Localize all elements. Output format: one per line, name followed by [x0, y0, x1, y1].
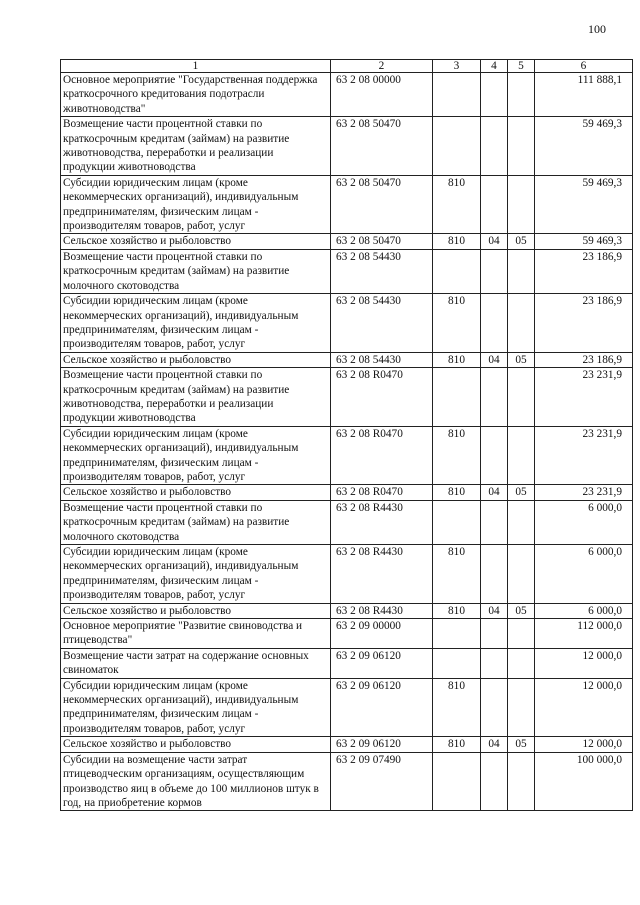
row-name-cell: Сельское хозяйство и рыболовство	[61, 485, 331, 500]
row-expense-type-cell	[433, 648, 481, 678]
row-name-cell: Субсидии юридическим лицам (кроме некоммерческих организаций), индивидуальным предпринимателям, физическим лицам - производителям товаров, работ, услуг	[61, 175, 331, 234]
row-amount-cell: 12 000,0	[535, 737, 633, 752]
row-amount-cell: 6 000,0	[535, 603, 633, 618]
row-code-cell: 63 2 08 R4430	[331, 603, 433, 618]
row-amount-cell: 6 000,0	[535, 545, 633, 604]
table-row	[61, 426, 633, 485]
row-section-cell: 04	[481, 737, 508, 752]
table-row	[61, 737, 633, 752]
row-amount-cell: 6 000,0	[535, 500, 633, 544]
row-amount-cell: 111 888,1	[535, 73, 633, 117]
row-subsection-cell	[508, 249, 535, 293]
row-expense-type-cell: 810	[433, 737, 481, 752]
row-expense-type-cell	[433, 500, 481, 544]
row-subsection-cell	[508, 619, 535, 649]
row-subsection-cell	[508, 648, 535, 678]
row-subsection-cell	[508, 678, 535, 737]
table-row	[61, 485, 633, 500]
table-row	[61, 368, 633, 427]
row-expense-type-cell: 810	[433, 426, 481, 485]
row-section-cell	[481, 619, 508, 649]
row-name-cell: Сельское хозяйство и рыболовство	[61, 234, 331, 249]
row-expense-type-cell: 810	[433, 294, 481, 353]
row-code-cell: 63 2 08 54430	[331, 294, 433, 353]
row-section-cell	[481, 249, 508, 293]
row-subsection-cell: 05	[508, 352, 535, 367]
table-row	[61, 294, 633, 353]
row-subsection-cell: 05	[508, 485, 535, 500]
table-row	[61, 619, 633, 649]
row-name-cell: Субсидии на возмещение части затрат птицеводческим организациям, осуществляющим производство яиц в объеме до 100 миллионов штук в год, на приобретение кормов	[61, 752, 331, 811]
row-section-cell: 04	[481, 485, 508, 500]
table-row	[61, 500, 633, 544]
column-header: 3	[433, 60, 481, 73]
row-subsection-cell	[508, 545, 535, 604]
row-subsection-cell	[508, 117, 535, 176]
row-amount-cell: 23 186,9	[535, 249, 633, 293]
row-section-cell: 04	[481, 234, 508, 249]
row-expense-type-cell	[433, 368, 481, 427]
row-name-cell: Субсидии юридическим лицам (кроме некоммерческих организаций), индивидуальным предпринимателям, физическим лицам - производителям товаров, работ, услуг	[61, 545, 331, 604]
column-header: 4	[481, 60, 508, 73]
row-code-cell: 63 2 08 50470	[331, 117, 433, 176]
table-row	[61, 603, 633, 618]
row-expense-type-cell	[433, 117, 481, 176]
row-code-cell: 63 2 09 00000	[331, 619, 433, 649]
row-expense-type-cell	[433, 73, 481, 117]
row-expense-type-cell: 810	[433, 545, 481, 604]
row-code-cell: 63 2 08 54430	[331, 249, 433, 293]
table-row	[61, 545, 633, 604]
row-section-cell	[481, 648, 508, 678]
column-header: 5	[508, 60, 535, 73]
table-row	[61, 234, 633, 249]
row-expense-type-cell: 810	[433, 352, 481, 367]
row-amount-cell: 23 231,9	[535, 485, 633, 500]
row-subsection-cell: 05	[508, 603, 535, 618]
row-name-cell: Сельское хозяйство и рыболовство	[61, 737, 331, 752]
row-code-cell: 63 2 09 06120	[331, 678, 433, 737]
row-expense-type-cell	[433, 249, 481, 293]
table-row	[61, 678, 633, 737]
row-expense-type-cell: 810	[433, 234, 481, 249]
row-amount-cell: 23 186,9	[535, 294, 633, 353]
row-name-cell: Возмещение части затрат на содержание основных свиноматок	[61, 648, 331, 678]
row-section-cell	[481, 73, 508, 117]
row-code-cell: 63 2 08 R4430	[331, 545, 433, 604]
row-code-cell: 63 2 09 06120	[331, 737, 433, 752]
row-code-cell: 63 2 08 00000	[331, 73, 433, 117]
row-code-cell: 63 2 08 R4430	[331, 500, 433, 544]
row-amount-cell: 100 000,0	[535, 752, 633, 811]
row-name-cell: Субсидии юридическим лицам (кроме некоммерческих организаций), индивидуальным предпринимателям, физическим лицам - производителям товаров, работ, услуг	[61, 294, 331, 353]
row-subsection-cell	[508, 294, 535, 353]
budget-table	[60, 59, 633, 811]
row-name-cell: Основное мероприятие "Государственная поддержка краткосрочного кредитования подотрасли животноводства"	[61, 73, 331, 117]
row-name-cell: Субсидии юридическим лицам (кроме некоммерческих организаций), индивидуальным предпринимателям, физическим лицам - производителям товаров, работ, услуг	[61, 678, 331, 737]
row-section-cell	[481, 545, 508, 604]
row-amount-cell: 59 469,3	[535, 234, 633, 249]
row-amount-cell: 23 231,9	[535, 368, 633, 427]
row-section-cell	[481, 117, 508, 176]
row-subsection-cell	[508, 500, 535, 544]
row-name-cell: Сельское хозяйство и рыболовство	[61, 603, 331, 618]
row-amount-cell: 112 000,0	[535, 619, 633, 649]
row-name-cell: Возмещение части процентной ставки по краткосрочным кредитам (займам) на развитие молочного скотоводства	[61, 500, 331, 544]
table-row	[61, 175, 633, 234]
row-code-cell: 63 2 08 50470	[331, 234, 433, 249]
row-amount-cell: 23 231,9	[535, 426, 633, 485]
row-expense-type-cell: 810	[433, 175, 481, 234]
row-section-cell	[481, 500, 508, 544]
row-section-cell	[481, 426, 508, 485]
table-row	[61, 752, 633, 811]
row-section-cell	[481, 678, 508, 737]
row-amount-cell: 12 000,0	[535, 648, 633, 678]
column-header: 2	[331, 60, 433, 73]
row-section-cell	[481, 175, 508, 234]
row-subsection-cell: 05	[508, 737, 535, 752]
row-amount-cell: 23 186,9	[535, 352, 633, 367]
row-name-cell: Субсидии юридическим лицам (кроме некоммерческих организаций), индивидуальным предпринимателям, физическим лицам - производителям товаров, работ, услуг	[61, 426, 331, 485]
row-section-cell: 04	[481, 352, 508, 367]
row-amount-cell: 59 469,3	[535, 117, 633, 176]
row-code-cell: 63 2 08 50470	[331, 175, 433, 234]
row-name-cell: Возмещение части процентной ставки по краткосрочным кредитам (займам) на развитие животноводства, переработки и реализации продукции животноводства	[61, 117, 331, 176]
table-row	[61, 117, 633, 176]
row-name-cell: Основное мероприятие "Развитие свиноводства и птицеводства"	[61, 619, 331, 649]
row-subsection-cell	[508, 73, 535, 117]
row-expense-type-cell: 810	[433, 485, 481, 500]
table-header-row	[61, 60, 633, 73]
row-name-cell: Сельское хозяйство и рыболовство	[61, 352, 331, 367]
row-amount-cell: 59 469,3	[535, 175, 633, 234]
row-name-cell: Возмещение части процентной ставки по краткосрочным кредитам (займам) на развитие животноводства, переработки и реализации продукции животноводства	[61, 368, 331, 427]
row-code-cell: 63 2 08 R0470	[331, 368, 433, 427]
row-code-cell: 63 2 08 54430	[331, 352, 433, 367]
row-section-cell	[481, 752, 508, 811]
table-row	[61, 648, 633, 678]
table-row	[61, 73, 633, 117]
table-row	[61, 352, 633, 367]
row-subsection-cell	[508, 368, 535, 427]
row-subsection-cell	[508, 426, 535, 485]
row-amount-cell: 12 000,0	[535, 678, 633, 737]
page-number: 100	[588, 22, 606, 36]
row-subsection-cell	[508, 752, 535, 811]
row-expense-type-cell	[433, 752, 481, 811]
row-code-cell: 63 2 08 R0470	[331, 426, 433, 485]
row-section-cell	[481, 368, 508, 427]
row-expense-type-cell: 810	[433, 678, 481, 737]
column-header: 1	[61, 60, 331, 73]
row-code-cell: 63 2 08 R0470	[331, 485, 433, 500]
row-expense-type-cell: 810	[433, 603, 481, 618]
table-row	[61, 249, 633, 293]
row-code-cell: 63 2 09 06120	[331, 648, 433, 678]
column-header: 6	[535, 60, 633, 73]
row-name-cell: Возмещение части процентной ставки по краткосрочным кредитам (займам) на развитие молочного скотоводства	[61, 249, 331, 293]
row-subsection-cell	[508, 175, 535, 234]
row-section-cell: 04	[481, 603, 508, 618]
row-subsection-cell: 05	[508, 234, 535, 249]
row-section-cell	[481, 294, 508, 353]
row-code-cell: 63 2 09 07490	[331, 752, 433, 811]
row-expense-type-cell	[433, 619, 481, 649]
